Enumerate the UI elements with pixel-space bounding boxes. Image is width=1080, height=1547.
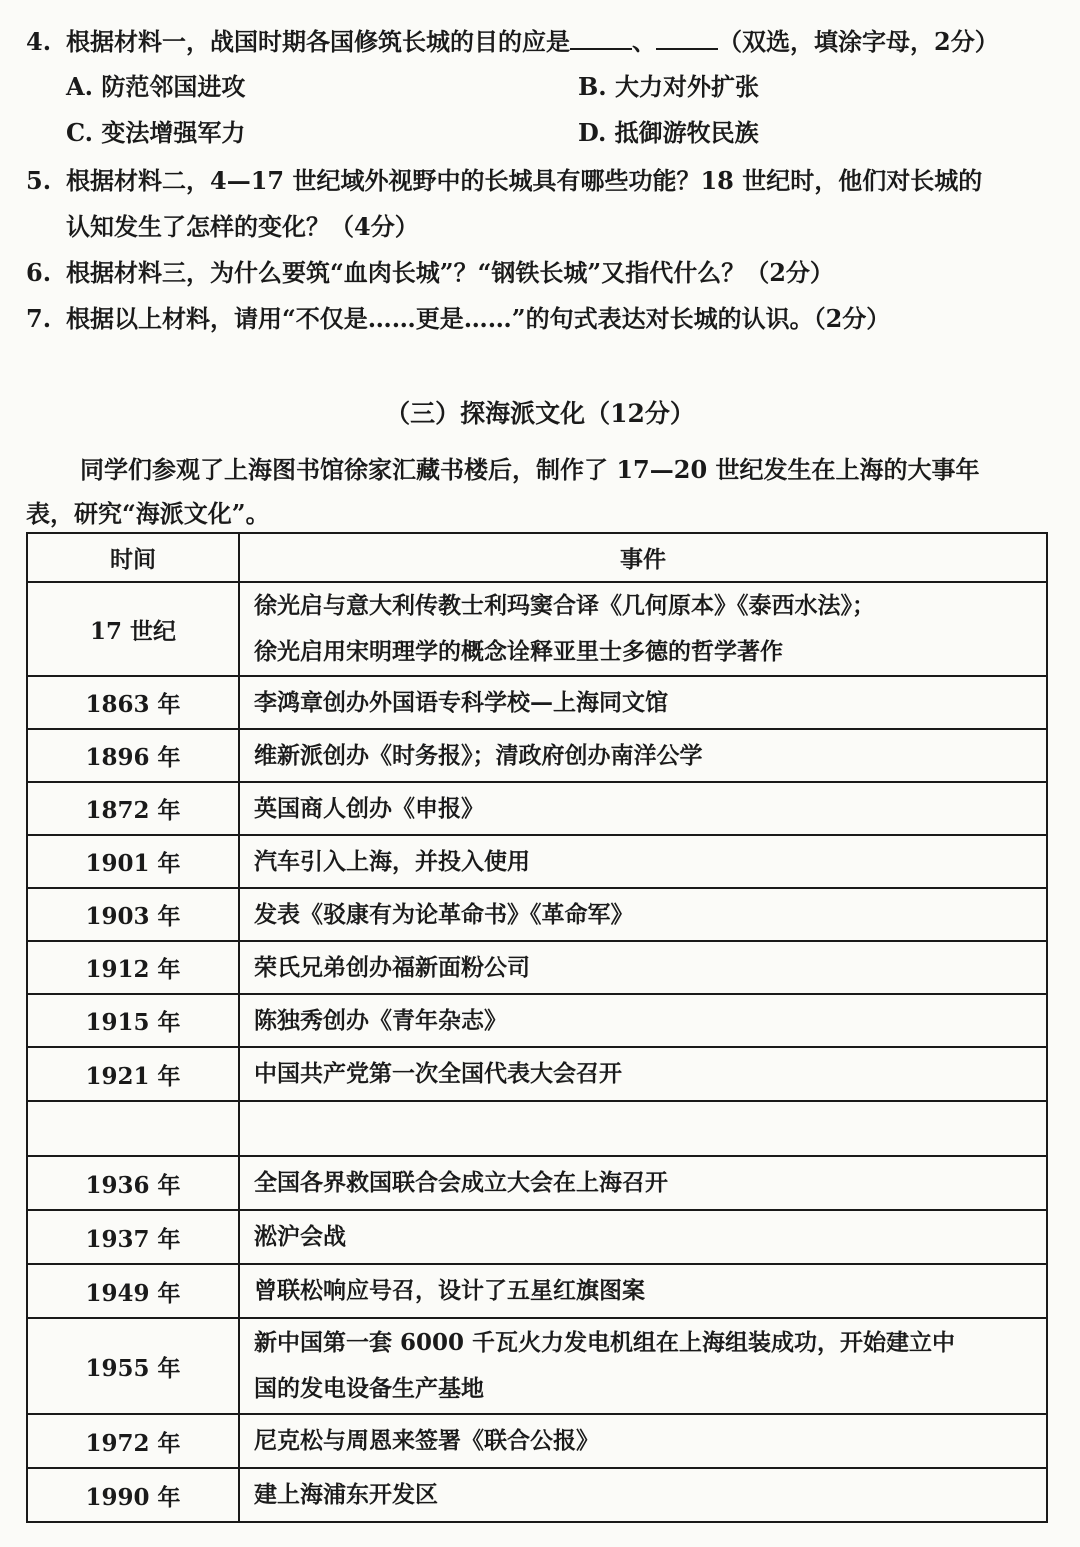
time-cell: 1949 年 — [27, 1264, 239, 1318]
event-cell-blank[interactable] — [239, 1101, 1047, 1156]
event-cell: 建上海浦东开发区 — [239, 1468, 1047, 1522]
header-time: 时间 — [27, 533, 239, 582]
table-row — [27, 994, 1047, 1047]
event-cell: 曾联松响应号召，设计了五星红旗图案 — [239, 1264, 1047, 1318]
option-c: C. 变法增强军力 — [66, 118, 246, 147]
event-line: 新中国第一套 6000 千瓦火力发电机组在上海组装成功，开始建立中 — [254, 1329, 956, 1356]
table-row — [27, 1047, 1047, 1101]
table-header-row — [27, 533, 1047, 582]
event-cell: 尼克松与周恩来签署《联合公报》 — [239, 1414, 1047, 1468]
event-cell: 中国共产党第一次全国代表大会召开 — [239, 1047, 1047, 1101]
event-cell: 淞沪会战 — [239, 1210, 1047, 1264]
section-intro-line2: 表，研究“海派文化”。 — [26, 499, 270, 528]
table-row — [27, 1210, 1047, 1264]
event-cell: 维新派创办《时务报》；清政府创办南洋公学 — [239, 729, 1047, 782]
question-number: 6. — [26, 258, 52, 287]
time-cell: 1921 年 — [27, 1047, 239, 1101]
event-cell — [239, 1318, 1047, 1414]
time-cell: 1901 年 — [27, 835, 239, 888]
table-row — [27, 835, 1047, 888]
header-event: 事件 — [239, 533, 1047, 582]
time-cell-blank[interactable] — [27, 1101, 239, 1156]
event-cell — [239, 582, 1047, 676]
events-table — [26, 532, 1048, 1523]
table-row — [27, 1318, 1047, 1414]
question-number: 4. — [26, 27, 52, 56]
time-cell: 1872 年 — [27, 782, 239, 835]
answer-blank-1[interactable] — [570, 26, 632, 50]
question-text: 根据以上材料，请用“不仅是……更是……”的句式表达对长城的认识。（2分） — [66, 304, 891, 333]
answer-blank-2[interactable] — [656, 26, 718, 50]
time-cell: 1915 年 — [27, 994, 239, 1047]
time-cell: 1936 年 — [27, 1156, 239, 1210]
event-cell: 陈独秀创办《青年杂志》 — [239, 994, 1047, 1047]
option-b: B. 大力对外扩张 — [578, 72, 759, 101]
question-text: 根据材料二，4—17 世纪域外视野中的长城具有哪些功能？18 世纪时，他们对长城的 — [66, 166, 983, 195]
question-4: 4. 根据材料一，战国时期各国修筑长城的目的应是 、 （双选，填涂字母，2分） — [26, 27, 999, 56]
event-line: 徐光启与意大利传教士利玛窦合译《几何原本》《泰西水法》； — [254, 592, 875, 619]
option-d: D. 抵御游牧民族 — [578, 118, 759, 147]
table-row — [27, 888, 1047, 941]
table-row — [27, 582, 1047, 676]
time-cell: 1955 年 — [27, 1318, 239, 1414]
question-5 — [26, 166, 982, 196]
section-intro-line1: 同学们参观了上海图书馆徐家汇藏书楼后，制作了 17—20 世纪发生在上海的大事年 — [80, 455, 980, 484]
table-row — [27, 729, 1047, 782]
question-7 — [26, 304, 890, 334]
question-6 — [26, 258, 834, 288]
table-row — [27, 1264, 1047, 1318]
table-row — [27, 941, 1047, 994]
event-cell: 荣氏兄弟创办福新面粉公司 — [239, 941, 1047, 994]
time-cell: 1896 年 — [27, 729, 239, 782]
time-cell: 1912 年 — [27, 941, 239, 994]
event-cell: 汽车引入上海，并投入使用 — [239, 835, 1047, 888]
table-row — [27, 782, 1047, 835]
table-row — [27, 1156, 1047, 1210]
question-points: （双选，填涂字母，2分） — [718, 27, 999, 56]
question-number: 7. — [26, 304, 52, 333]
question-number: 5. — [26, 166, 52, 195]
event-cell: 发表《驳康有为论革命书》《革命军》 — [239, 888, 1047, 941]
event-line: 国的发电设备生产基地 — [254, 1375, 484, 1402]
event-line: 徐光启用宋明理学的概念诠释亚里士多德的哲学著作 — [254, 638, 783, 665]
question-text: 根据材料一，战国时期各国修筑长城的目的应是 — [66, 27, 570, 56]
option-a: A. 防范邻国进攻 — [66, 72, 246, 101]
section-title: （三）探海派文化（12分） — [385, 399, 695, 428]
time-cell: 1863 年 — [27, 676, 239, 729]
table-row — [27, 676, 1047, 729]
question-5-continued: 认知发生了怎样的变化？（4分） — [66, 212, 419, 241]
table-row-blank — [27, 1101, 1047, 1156]
event-cell: 全国各界救国联合会成立大会在上海召开 — [239, 1156, 1047, 1210]
time-cell: 1972 年 — [27, 1414, 239, 1468]
question-text: 根据材料三，为什么要筑“血肉长城”？“钢铁长城”又指代什么？（2分） — [66, 258, 834, 287]
event-cell: 英国商人创办《申报》 — [239, 782, 1047, 835]
time-cell: 1990 年 — [27, 1468, 239, 1522]
table-row — [27, 1468, 1047, 1522]
time-cell: 1903 年 — [27, 888, 239, 941]
time-cell: 17 世纪 — [27, 582, 239, 676]
event-cell: 李鸿章创办外国语专科学校—上海同文馆 — [239, 676, 1047, 729]
time-cell: 1937 年 — [27, 1210, 239, 1264]
table-row — [27, 1414, 1047, 1468]
